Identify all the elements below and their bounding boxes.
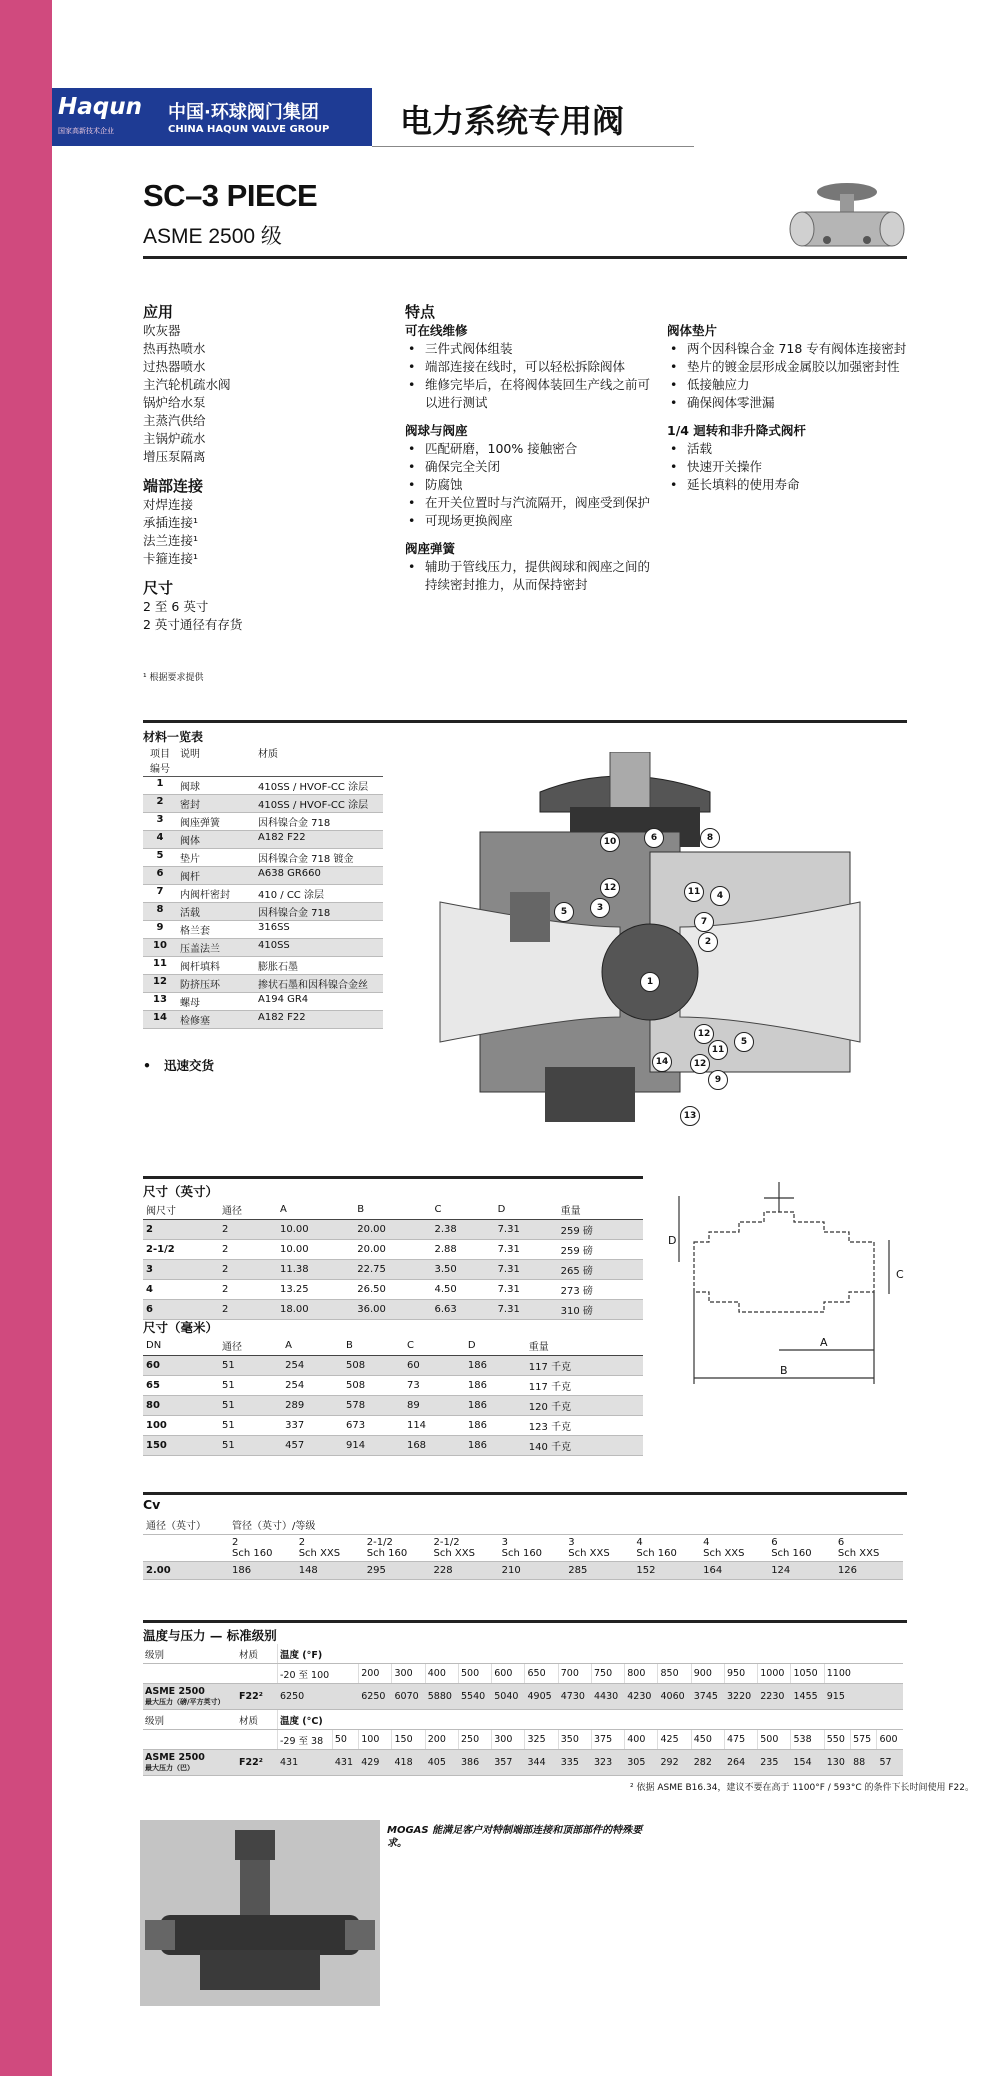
feature-item: • 辅助于管线压力，提供阀球和阀座之间的持续密封推力，从而保持密封	[405, 558, 655, 594]
callout-2: 2	[698, 932, 718, 952]
mat-desc: 活载	[177, 903, 255, 921]
application-item: 主汽轮机疏水阀	[143, 377, 231, 392]
table-row: 6 2 18.00 36.00 6.63 7.31 310 磅	[143, 1300, 643, 1320]
mat-desc: 螺母	[177, 993, 255, 1011]
product-photo	[140, 1820, 380, 2006]
end-connection-item: 卡箍连接¹	[143, 551, 199, 566]
mat-desc: 阀体	[177, 831, 255, 849]
temp-pressure-table: 级别 材质 温度 (°F) -20 至 100 200 300 400 500 600 650 700 750 800 850 900 950 1000 1050 1100 ASME 2500 最大压力（磅/平方英寸） F22² 6250 6250 6070 5880 5540 5040 4905 4730 4430 4230 4060 3745 3220 2230 1455 915 级别 材质 温度 (°C) -29 至 38 50 100 150 200 250 300 325 350 375 400 425 450 475 500 538 550 575 600 ASME 2500 最大压力（巴） F22² 431 431 429 418 405 386 357 344 335 323 305 292 282 264 235 154 130 88 57	[143, 1644, 903, 1776]
callout-7: 7	[694, 912, 714, 932]
dims-in-title: 尺寸（英寸）	[143, 1184, 219, 1199]
end-connection-item: 法兰连接¹	[143, 533, 199, 548]
mat-material: A194 GR4	[255, 993, 383, 1011]
mat-desc: 格兰套	[177, 921, 255, 939]
callout-12c: 12	[690, 1054, 710, 1074]
features-column-2	[667, 322, 907, 494]
cv-col: 6 Sch XXS	[835, 1535, 903, 1562]
mat-desc: 密封	[177, 795, 255, 813]
feature-item: • 延长填料的使用寿命	[667, 476, 907, 494]
feature-item: • 活载	[667, 440, 907, 458]
callout-5b: 5	[734, 1032, 754, 1052]
mat-material: 膨胀石墨	[255, 957, 383, 975]
mat-no: 1	[143, 777, 177, 795]
mat-no: 12	[143, 975, 177, 993]
mat-material: 因科镍合金 718	[255, 813, 383, 831]
temp-title: 温度与压力 — 标准级别	[143, 1628, 277, 1643]
table-row: 2-1/2 2 10.00 20.00 2.88 7.31 259 磅	[143, 1240, 643, 1260]
mat-header: 说明	[177, 744, 255, 777]
mat-material: A182 F22	[255, 831, 383, 849]
cv-title: Cv	[143, 1497, 161, 1512]
mat-header: 材质	[255, 744, 383, 777]
company-logo: Haqun	[58, 94, 142, 120]
dims-mm-title: 尺寸（毫米）	[143, 1320, 219, 1335]
feature-item: • 两个因科镍合金 718 专有阀体连接密封	[667, 340, 907, 358]
mat-header: 项目编号	[143, 744, 177, 777]
mat-no: 14	[143, 1011, 177, 1029]
callout-6: 6	[644, 828, 664, 848]
product-class: ASME 2500 级	[143, 225, 282, 248]
mat-no: 2	[143, 795, 177, 813]
feature-item: • 快速开关操作	[667, 458, 907, 476]
feature-group-title: 可在线维修	[405, 323, 468, 338]
callout-11: 11	[684, 882, 704, 902]
section-rule	[143, 720, 907, 723]
application-item: 吹灰器	[143, 323, 181, 338]
section-rule	[143, 1620, 907, 1623]
callout-5: 5	[554, 902, 574, 922]
cv-col: 3 Sch 160	[499, 1535, 566, 1562]
feature-group-title: 阀球与阀座	[405, 423, 468, 438]
feature-item: • 确保阀体零泄漏	[667, 394, 907, 412]
callout-9: 9	[708, 1070, 728, 1090]
feature-group-title: 1/4 迴转和非升降式阀杆	[667, 423, 806, 438]
mat-no: 9	[143, 921, 177, 939]
callout-8: 8	[700, 828, 720, 848]
group-name-cn: 中国·环球阀门集团	[168, 102, 319, 123]
mat-desc: 阀杆填料	[177, 957, 255, 975]
cv-col: 4 Sch 160	[633, 1535, 700, 1562]
side-stripe	[0, 0, 52, 2076]
dims-mm-table: DN 通径 A B C D 重量 60 51 254 508 60 186 117 千克 65 51 254 508 73 186 117 千克 80 51 289 578 89 186 120 千克 100 51 337 673 114 186 123 千克 150 51 457 914 168 186 140 千克	[143, 1336, 643, 1456]
callout-14: 14	[652, 1052, 672, 1072]
mat-desc: 压盖法兰	[177, 939, 255, 957]
table-row: 150 51 457 914 168 186 140 千克	[143, 1436, 643, 1456]
mat-no: 5	[143, 849, 177, 867]
application-item: 主蒸汽供给	[143, 413, 206, 428]
mat-material: A638 GR660	[255, 867, 383, 885]
end-connection-item: 承插连接¹	[143, 515, 199, 530]
table-row: 4 2 13.25 26.50 4.50 7.31 273 磅	[143, 1280, 643, 1300]
feature-item: • 维修完毕后，在将阀体装回生产线之前可以进行测试	[405, 376, 655, 412]
callout-3: 3	[590, 898, 610, 918]
features-heading: 特点	[405, 303, 436, 321]
mat-material: 410 / CC 涂层	[255, 885, 383, 903]
mat-no: 13	[143, 993, 177, 1011]
cv-row-head: 通径（英寸）	[143, 1515, 229, 1535]
feature-item: • 在开关位置时与汽流隔开，阀座受到保护	[405, 494, 655, 512]
table-row: 2 2 10.00 20.00 2.38 7.31 259 磅	[143, 1220, 643, 1240]
table-row: 3 2 11.38 22.75 3.50 7.31 265 磅	[143, 1260, 643, 1280]
mat-desc: 阀座弹簧	[177, 813, 255, 831]
cv-group-head: 管径（英寸）/等级	[229, 1515, 903, 1535]
callout-11b: 11	[708, 1040, 728, 1060]
mat-no: 6	[143, 867, 177, 885]
mat-no: 8	[143, 903, 177, 921]
table-row: 60 51 254 508 60 186 117 千克	[143, 1356, 643, 1376]
mat-desc: 阀杆	[177, 867, 255, 885]
mat-no: 7	[143, 885, 177, 903]
mat-no: 10	[143, 939, 177, 957]
mat-no: 4	[143, 831, 177, 849]
cv-table	[143, 1515, 903, 1580]
mat-desc: 内阀杆密封	[177, 885, 255, 903]
photo-caption: MOGAS 能满足客户对特制端部连接和顶部部件的特殊要求。	[387, 1825, 643, 1849]
mat-material: 掺状石墨和因科镍合金丝	[255, 975, 383, 993]
size-item: 2 英寸通径有存货	[143, 617, 243, 632]
mat-material: 410SS / HVOF-CC 涂层	[255, 777, 383, 795]
dim-label-d: D	[668, 1234, 677, 1247]
section-rule	[143, 1176, 643, 1179]
table-row: 2.00 186 148 295 228 210 285 152 164 124 126	[143, 1562, 903, 1580]
feature-item: • 垫片的镀金层形成金属胶以加强密封性	[667, 358, 907, 376]
mat-material: 因科镍合金 718 镀金	[255, 849, 383, 867]
table-row: 100 51 337 673 114 186 123 千克	[143, 1416, 643, 1436]
footnote: ¹ 根据要求提供	[143, 673, 204, 683]
materials-title: 材料一览表	[143, 730, 204, 744]
feature-item: • 防腐蚀	[405, 476, 655, 494]
mat-desc: 防挤压环	[177, 975, 255, 993]
applications-heading: 应用	[143, 303, 174, 321]
sizes-heading: 尺寸	[143, 579, 174, 597]
cv-col: 6 Sch 160	[768, 1535, 835, 1562]
application-item: 热再热喷水	[143, 341, 206, 356]
group-name-en: CHINA HAQUN VALVE GROUP	[168, 124, 330, 135]
table-row: ASME 2500 最大压力（磅/平方英寸） F22² 6250 6250 6070 5880 5540 5040 4905 4730 4430 4230 4060 3745 3220 2230 1455 915	[143, 1684, 903, 1710]
valve-cutaway-diagram	[420, 752, 900, 1142]
callout-13: 13	[680, 1106, 700, 1126]
mat-desc: 检修塞	[177, 1011, 255, 1029]
feature-group-title: 阀体垫片	[667, 323, 718, 338]
mat-desc: 阀球	[177, 777, 255, 795]
table-row: 80 51 289 578 89 186 120 千克	[143, 1396, 643, 1416]
table-row: 65 51 254 508 73 186 117 千克	[143, 1376, 643, 1396]
product-name: SC–3 PIECE	[143, 178, 318, 213]
mat-no: 11	[143, 957, 177, 975]
callout-12b: 12	[694, 1024, 714, 1044]
cv-col: 2 Sch 160	[229, 1535, 296, 1562]
features-column	[405, 302, 655, 594]
mat-material: 410SS / HVOF-CC 涂层	[255, 795, 383, 813]
section-rule	[143, 1492, 907, 1495]
temp-footnote: ² 依据 ASME B16.34，建议不要在高于 1100°F / 593°C 的条件下长时间使用 F22。	[630, 1783, 974, 1793]
dimension-drawing	[664, 1182, 914, 1412]
cv-col: 2 Sch XXS	[296, 1535, 364, 1562]
feature-item: • 匹配研磨，100% 接触密合	[405, 440, 655, 458]
mat-desc: 垫片	[177, 849, 255, 867]
cv-col: 2-1/2 Sch 160	[364, 1535, 431, 1562]
end-connection-item: 对焊连接	[143, 497, 194, 512]
mat-material: 因科镍合金 718	[255, 903, 383, 921]
end-connections-heading: 端部连接	[143, 477, 204, 495]
feature-item: • 端部连接在线时，可以轻松拆除阀体	[405, 358, 655, 376]
mat-material: A182 F22	[255, 1011, 383, 1029]
title-rule	[143, 256, 907, 259]
materials-table	[143, 744, 383, 1029]
dim-label-b: B	[780, 1364, 788, 1377]
dim-label-a: A	[820, 1336, 828, 1349]
mat-material: 316SS	[255, 921, 383, 939]
feature-group-title: 阀座弹簧	[405, 541, 456, 556]
application-item: 过热器喷水	[143, 359, 206, 374]
feature-item: • 确保完全关闭	[405, 458, 655, 476]
mat-material: 410SS	[255, 939, 383, 957]
application-item: 锅炉给水泵	[143, 395, 206, 410]
mat-no: 3	[143, 813, 177, 831]
product-thumbnail	[782, 172, 912, 262]
callout-1: 1	[640, 972, 660, 992]
logo-tagline: 国家高新技术企业	[58, 127, 114, 135]
feature-item: • 三件式阀体组装	[405, 340, 655, 358]
feature-item: • 低接触应力	[667, 376, 907, 394]
left-column	[143, 302, 383, 634]
callout-10: 10	[600, 832, 620, 852]
cv-col: 2-1/2 Sch XXS	[431, 1535, 499, 1562]
quick-delivery-text: 迅速交货	[164, 1058, 215, 1073]
application-item: 增压泵隔离	[143, 449, 206, 464]
callout-4: 4	[710, 886, 730, 906]
dim-label-c: C	[896, 1268, 904, 1281]
quick-delivery-note: • 迅速交货	[143, 1058, 215, 1073]
header-divider	[372, 146, 694, 147]
page-title: 电力系统专用阀	[400, 102, 625, 140]
application-item: 主锅炉疏水	[143, 431, 206, 446]
dims-in-table: 阀尺寸 通径 A B C D 重量 2 2 10.00 20.00 2.38 7.31 259 磅 2-1/2 2 10.00 20.00 2.88 7.31 259 磅 3 2 11.38 22.75 3.50 7.31 265 磅 4 2 13.25 26.50 4.50 7.31 273 磅 6 2 18.00 36.00 6.63 7.31 310 磅	[143, 1200, 643, 1320]
table-row: ASME 2500 最大压力（巴） F22² 431 431 429 418 405 386 357 344 335 323 305 292 282 264 235 154 130 88 57	[143, 1750, 903, 1776]
cv-col: 4 Sch XXS	[700, 1535, 768, 1562]
size-item: 2 至 6 英寸	[143, 599, 209, 614]
callout-12: 12	[600, 878, 620, 898]
feature-item: • 可现场更换阀座	[405, 512, 655, 530]
cv-col: 3 Sch XXS	[565, 1535, 633, 1562]
